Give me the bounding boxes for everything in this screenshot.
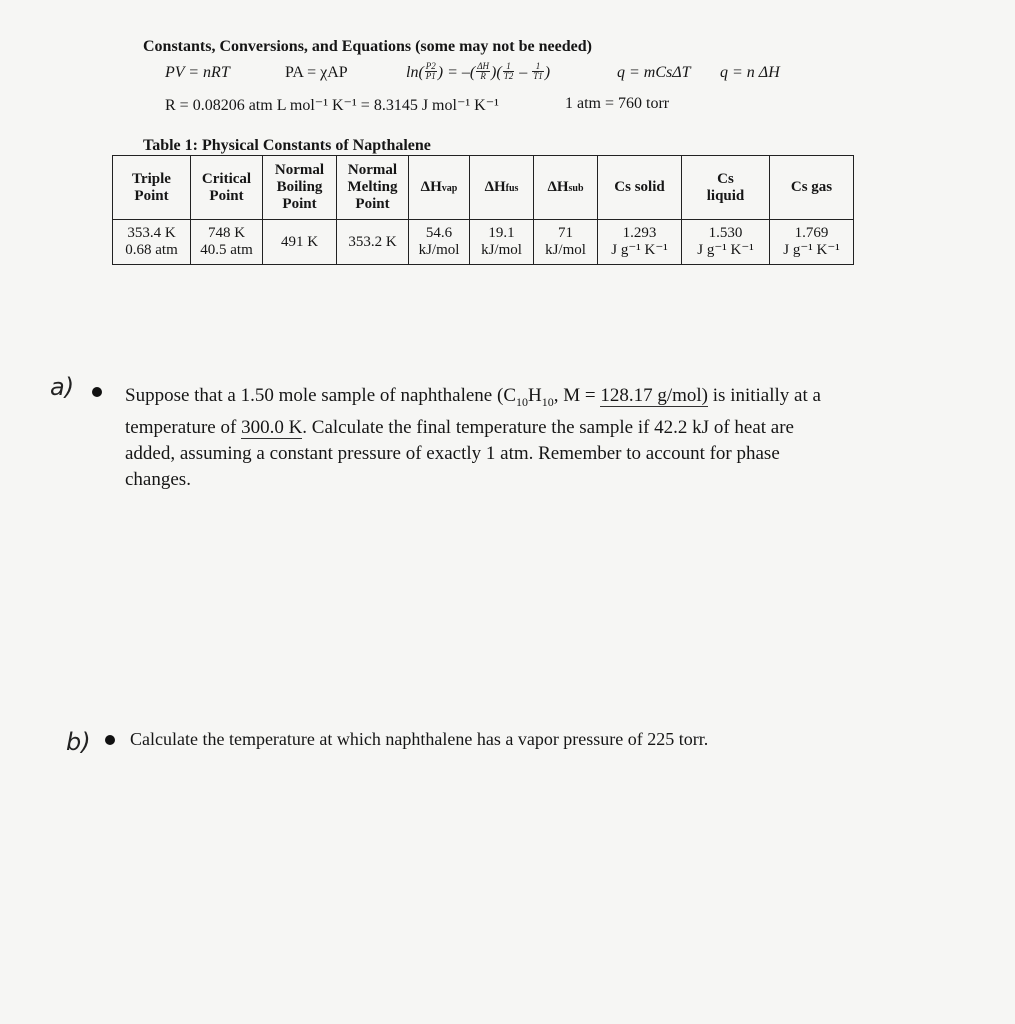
gas-constant: R = 0.08206 atm L mol⁻¹ K⁻¹ = 8.3145 J mol⁻¹ K⁻¹: [165, 97, 499, 114]
cc-pressure-fraction: $\frac{P2}{P1}$: [425, 61, 436, 81]
temperature-underline: 300.0 K: [241, 416, 303, 438]
value-dh-fus: 19.1 kJ/mol: [470, 220, 534, 265]
question-b-text: Calculate the temperature at which naphthalene has a vapor pressure of 225 torr.: [130, 729, 709, 749]
question-a-label: a): [50, 373, 75, 401]
constants-row: [165, 95, 670, 115]
question-a-line-4: changes.: [125, 468, 191, 490]
enthalpy-equation: q = n ΔH: [720, 64, 780, 81]
header-dh-sub: ΔHsub: [534, 156, 598, 220]
ideal-gas-equation: PV = nRT: [165, 64, 230, 81]
header-cs-liquid: Cs liquid: [682, 156, 770, 220]
header-melting-point: Normal Melting Point: [337, 156, 409, 220]
clausius-clapeyron-equation: [406, 61, 551, 83]
physical-constants-table: [112, 155, 854, 265]
cc-ln: ln(: [406, 64, 424, 82]
value-cs-solid: 1.293 J g⁻¹ K⁻¹: [598, 220, 682, 265]
cc-mid2: )(: [491, 64, 502, 82]
cc-end: ): [544, 64, 551, 82]
cc-t2-fraction: $\frac{1}{T2}$: [503, 61, 514, 81]
value-melting-point: 353.2 K: [337, 220, 409, 265]
cc-enthalpy-fraction: $\frac{\Delta H}{R}$: [477, 61, 490, 81]
molar-mass-underline: 128.17 g/mol): [600, 385, 709, 406]
value-cs-gas: 1.769 J g⁻¹ K⁻¹: [770, 220, 854, 265]
constants-heading: Constants, Conversions, and Equations (some may not be needed): [143, 38, 592, 55]
value-boiling-point: 491 K: [263, 220, 337, 265]
value-dh-sub: 71 kJ/mol: [534, 220, 598, 265]
cc-t1-fraction: $\frac{1}{T1}$: [533, 61, 543, 81]
table-header-row: [113, 156, 854, 220]
table-value-row: [113, 220, 854, 265]
atm-conversion: 1 atm = 760 torr: [565, 95, 670, 112]
cc-mid: ) = –(: [437, 64, 476, 82]
question-b-label: b): [66, 728, 91, 756]
value-cs-liquid: 1.530 J g⁻¹ K⁻¹: [682, 220, 770, 265]
value-dh-vap: 54.6 kJ/mol: [409, 220, 470, 265]
question-a-bullet-icon: [92, 387, 102, 397]
header-triple-point: Triple Point: [113, 156, 191, 220]
header-cs-solid: Cs solid: [598, 156, 682, 220]
header-dh-fus: ΔHfus: [470, 156, 534, 220]
heat-capacity-equation: q = mCsΔT: [617, 64, 691, 81]
table-caption: Table 1: Physical Constants of Napthalene: [143, 137, 431, 154]
header-cs-gas: Cs gas: [770, 156, 854, 220]
question-b-bullet-icon: [105, 735, 115, 745]
header-dh-vap: ΔHvap: [409, 156, 470, 220]
question-a-line-1: Suppose that a 1.50 mole sample of naphthalene ($C_{10}H_{10}$, M = 128.17 g/mol) is initially at a: [125, 385, 821, 409]
question-a-text: [125, 383, 955, 493]
cc-minus: –: [515, 64, 532, 82]
question-a-line-2: temperature of 300.0 K. Calculate the final temperature the sample if 42.2 kJ of heat are: [125, 416, 794, 438]
header-critical-point: Critical Point: [191, 156, 263, 220]
value-triple-point: 353.4 K 0.68 atm: [113, 220, 191, 265]
question-a-line-3: added, assuming a constant pressure of exactly 1 atm. Remember to account for phase: [125, 442, 780, 464]
header-boiling-point: Normal Boiling Point: [263, 156, 337, 220]
value-critical-point: 748 K 40.5 atm: [191, 220, 263, 265]
raoult-equation: PA = χAP: [285, 64, 348, 81]
